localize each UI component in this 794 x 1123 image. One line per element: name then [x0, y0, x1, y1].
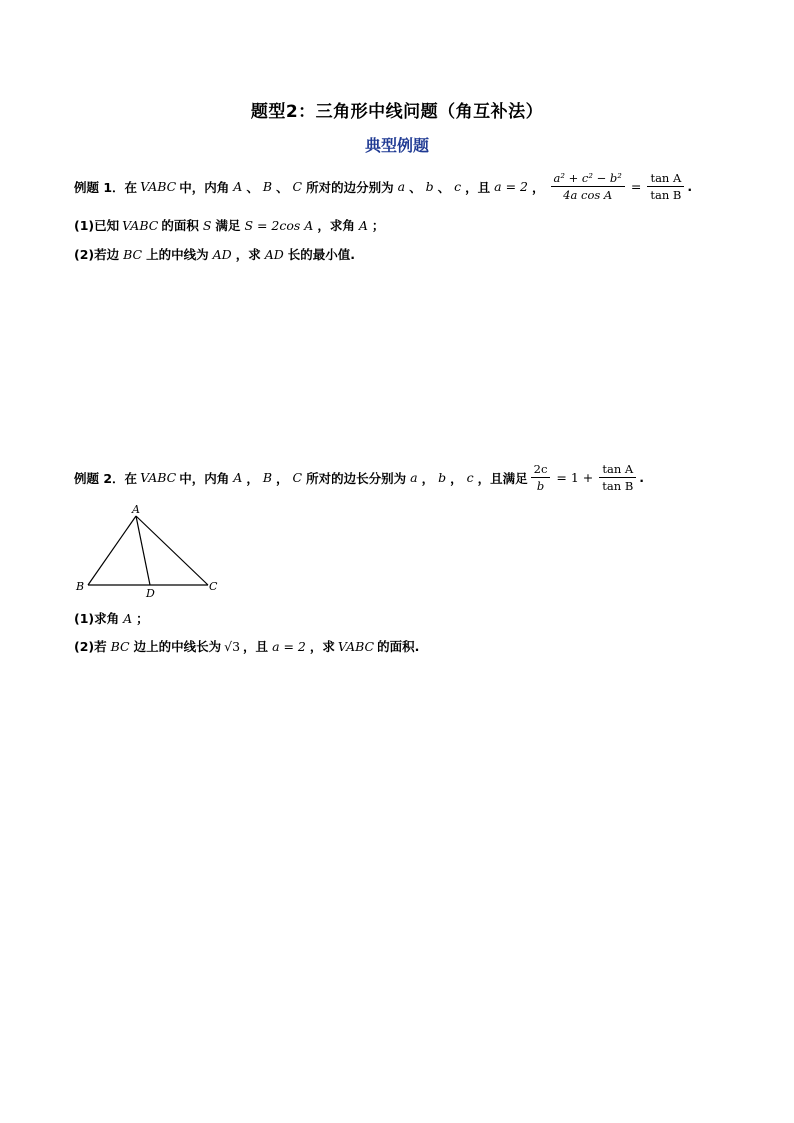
fraction-numerator: a² + c² − b² [551, 171, 625, 187]
text: 、 [409, 179, 422, 195]
text: 满足 [215, 218, 241, 233]
math-var: C [292, 179, 303, 194]
text: ， [421, 470, 435, 486]
text: (2)若 [74, 639, 107, 654]
text: 、 [437, 179, 451, 195]
text: 例题 2．在 [74, 470, 138, 486]
point-label-d: D [146, 587, 155, 600]
math-expression: S = 2cos A [244, 217, 314, 233]
text: 、 [276, 179, 289, 195]
text: ， [532, 179, 545, 195]
side-AB [88, 516, 136, 585]
math-var: B [262, 179, 273, 194]
text: 上的中线为 [146, 247, 209, 262]
text: 中，内角 [179, 179, 230, 195]
text: ，且满足 [477, 470, 528, 486]
math-var: A [233, 470, 243, 485]
math-expression: a = 2 [494, 179, 528, 194]
example-2-question-2 [74, 637, 419, 655]
example-1-question-1 [74, 216, 384, 234]
math-var: S [202, 217, 212, 233]
example-2-question-1 [74, 609, 149, 627]
text: 且 [477, 179, 491, 195]
equals-sign: = [630, 179, 642, 194]
text: (2)若边 [74, 247, 120, 262]
math-var: AD [264, 246, 284, 262]
text: 、 [246, 179, 259, 195]
math-sqrt: √3 [224, 638, 241, 654]
math-var: b [438, 470, 447, 485]
vertex-label-c: C [209, 580, 218, 593]
math-triangle: VABC [140, 179, 177, 194]
vertex-label-a: A [132, 503, 140, 516]
fraction-denominator: tan B [602, 479, 634, 493]
example-1-question-2 [74, 245, 355, 263]
text: ， [246, 470, 259, 486]
text: 的面积. [377, 639, 420, 654]
fraction-numerator: tan A [647, 171, 684, 187]
math-var: AD [212, 246, 232, 262]
text: . [639, 470, 645, 485]
fraction-denominator: 4a cos A [563, 188, 613, 202]
example-2-statement [74, 462, 644, 493]
text: ； [371, 218, 385, 233]
vertex-label-b: B [76, 580, 85, 593]
math-expression: a = 2 [272, 638, 306, 654]
math-triangle: VABC [337, 638, 375, 654]
text: ， [450, 470, 463, 486]
math-var: b [425, 179, 434, 194]
text: (1)已知 [74, 218, 120, 233]
fraction-tan-ratio [599, 462, 636, 493]
text: ，求角 [317, 218, 355, 233]
text: 的面积 [161, 218, 199, 233]
text: 中，内角 [179, 470, 230, 486]
side-AC [136, 516, 208, 585]
text: 边上的中线长为 [133, 639, 222, 654]
fraction-numerator: 2c [531, 462, 551, 478]
fraction-right [647, 171, 684, 202]
page-title: 题型2：三角形中线问题（角互补法） [250, 102, 544, 122]
math-var: B [262, 470, 273, 485]
fraction-left [551, 171, 625, 202]
math-var: A [358, 217, 368, 233]
math-triangle: VABC [122, 217, 159, 233]
text: 长的最小值. [287, 247, 356, 262]
math-var: A [123, 610, 133, 626]
text: ， [276, 470, 289, 486]
text: ，且 [243, 639, 269, 654]
text: (1)求角 [74, 611, 120, 626]
text: 例题 1．在 [74, 179, 138, 195]
example-1-statement [74, 171, 692, 202]
math-var: C [292, 470, 303, 485]
math-var: c [466, 470, 474, 485]
math-var: c [454, 179, 462, 194]
fraction-denominator: tan B [650, 188, 682, 202]
text: . [687, 179, 693, 194]
math-var: a [397, 179, 406, 194]
equation-middle: = 1 + [556, 470, 594, 485]
math-var: A [233, 179, 243, 194]
math-triangle: VABC [140, 470, 177, 485]
fraction-2c-over-b [531, 462, 551, 493]
text: ； [136, 611, 149, 626]
fraction-numerator: tan A [599, 462, 636, 478]
text: 所对的边长分别为 [306, 470, 407, 486]
text: ， [465, 179, 478, 195]
math-var: BC [110, 638, 130, 654]
text: 所对的边分别为 [306, 179, 394, 195]
fraction-denominator: b [536, 479, 545, 493]
math-var: BC [123, 246, 143, 262]
median-AD [136, 516, 150, 585]
math-var: a [410, 470, 418, 485]
text: ，求 [309, 639, 335, 654]
section-heading: 典型例题 [364, 136, 429, 155]
text: ，求 [235, 247, 261, 262]
triangle-figure [70, 502, 230, 600]
